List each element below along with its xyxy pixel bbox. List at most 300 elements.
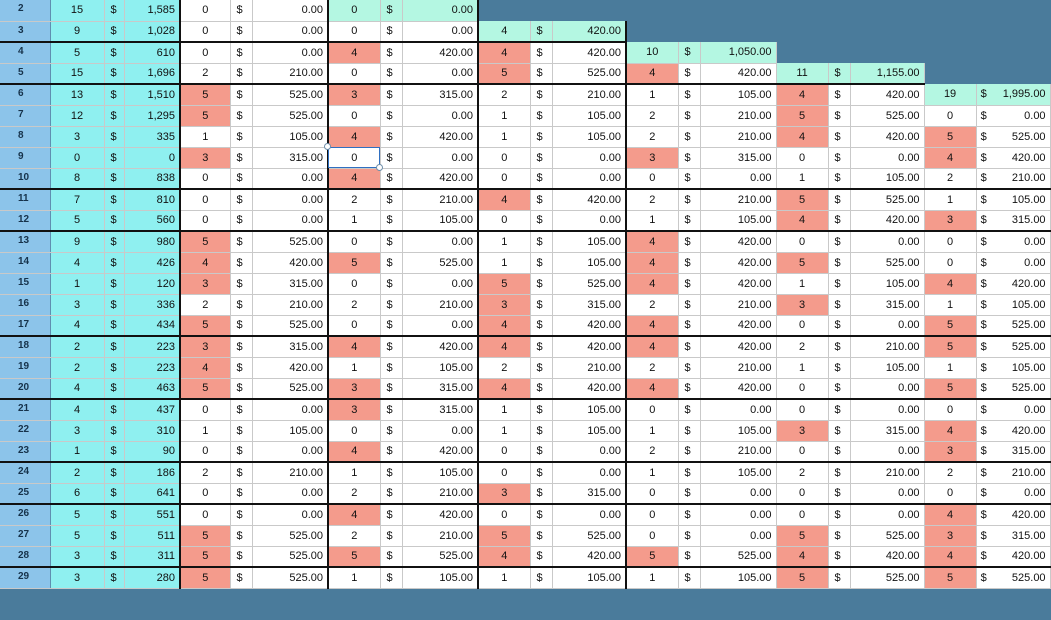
value-cell[interactable]: $ [828,210,850,231]
value-cell[interactable]: $ [678,168,700,189]
value-cell[interactable]: 105.00 [552,420,626,441]
value-cell[interactable]: 0.00 [402,420,478,441]
count-cell[interactable]: 0 [180,21,230,42]
total-cell[interactable]: 1,510 [124,84,180,105]
value-cell[interactable]: $ [380,483,402,504]
value-cell[interactable]: $ [678,315,700,336]
count-cell[interactable]: 0 [180,42,230,63]
value-cell[interactable] [976,252,1050,273]
value-cell[interactable]: $ [678,378,700,399]
value-cell[interactable]: 6 [50,483,104,504]
value-cell[interactable]: 210.00 [402,294,478,315]
count-cell[interactable]: 1 [478,252,530,273]
count-cell[interactable]: 4 [924,504,976,525]
value-cell[interactable]: $ [678,252,700,273]
value-cell[interactable]: 0 [50,147,104,168]
value-cell[interactable]: 420.00 [700,63,776,84]
value-cell[interactable]: $ [678,483,700,504]
value-cell[interactable]: 210.00 [700,105,776,126]
value-cell[interactable]: 525.00 [850,567,924,588]
count-cell[interactable]: 11 [776,63,828,84]
value-cell[interactable]: 210.00 [252,63,328,84]
count-cell[interactable]: 3 [328,378,380,399]
value-cell[interactable] [976,168,1050,189]
value-cell[interactable]: $ [678,336,700,357]
value-cell[interactable]: $ [104,504,124,525]
row-header[interactable]: 28 [0,546,50,567]
value-cell[interactable]: $ [230,63,252,84]
value-cell[interactable]: $ [828,273,850,294]
value-cell[interactable]: $ [230,420,252,441]
count-cell[interactable]: 0 [924,483,976,504]
value-cell[interactable] [976,105,1050,126]
value-cell[interactable]: 420.00 [552,378,626,399]
value-cell[interactable]: 0.00 [700,525,776,546]
count-cell[interactable]: 5 [924,378,976,399]
value-cell[interactable]: 420.00 [700,378,776,399]
value-cell[interactable]: 105.00 [700,462,776,483]
value-cell[interactable]: $ [828,504,850,525]
count-cell[interactable]: 5 [180,546,230,567]
value-cell[interactable]: $ [230,441,252,462]
value-cell[interactable]: $ [230,525,252,546]
value-cell[interactable]: 4 [50,399,104,420]
count-cell[interactable]: 3 [626,147,678,168]
count-cell[interactable]: 4 [626,273,678,294]
value-cell[interactable]: $ [530,546,552,567]
count-cell[interactable]: 1 [776,168,828,189]
value-cell[interactable]: 0.00 [252,21,328,42]
value-cell[interactable]: $ [380,399,402,420]
value-cell[interactable]: $ [380,546,402,567]
value-cell[interactable]: $ [530,378,552,399]
total-cell[interactable]: 186 [124,462,180,483]
value-cell[interactable]: 0.00 [552,441,626,462]
value-cell[interactable]: $ [530,525,552,546]
row-header[interactable]: 23 [0,441,50,462]
value-cell[interactable]: 420.00 [402,441,478,462]
value-cell[interactable]: $ [678,399,700,420]
count-cell[interactable]: 0 [180,168,230,189]
value-cell[interactable] [976,231,1050,252]
value-cell[interactable]: $ [530,567,552,588]
value-cell[interactable]: 420.00 [402,168,478,189]
value-cell[interactable]: 420.00 [402,336,478,357]
value-cell[interactable]: 0.00 [850,147,924,168]
value-cell[interactable]: $ [678,567,700,588]
count-cell[interactable]: 0 [776,147,828,168]
value-cell[interactable]: $ [104,126,124,147]
value-cell[interactable]: 7 [50,189,104,210]
count-cell[interactable]: 0 [776,378,828,399]
value-cell[interactable]: 0.00 [552,504,626,525]
value-cell[interactable]: 105.00 [700,210,776,231]
value-cell[interactable]: $ [230,294,252,315]
count-cell[interactable]: 4 [328,504,380,525]
value-cell[interactable]: $ [104,357,124,378]
value-cell[interactable]: $ [380,189,402,210]
value-cell[interactable]: $ [230,21,252,42]
count-cell[interactable]: 0 [626,399,678,420]
value-cell[interactable]: $ [828,336,850,357]
value-cell[interactable]: 0.00 [552,147,626,168]
value-cell[interactable]: $ [828,378,850,399]
count-cell[interactable]: 2 [626,441,678,462]
count-cell[interactable]: 5 [626,546,678,567]
value-cell[interactable]: 2 [50,462,104,483]
value-cell[interactable]: 105.00 [850,273,924,294]
count-cell[interactable]: 4 [776,84,828,105]
count-cell[interactable]: 0 [478,210,530,231]
value-cell[interactable]: 5 [50,210,104,231]
value-cell[interactable]: $ [828,315,850,336]
count-cell[interactable]: 4 [180,252,230,273]
count-cell[interactable]: 2 [924,462,976,483]
total-cell[interactable]: 610 [124,42,180,63]
count-cell[interactable]: 1 [626,84,678,105]
value-cell[interactable]: $ [380,126,402,147]
count-cell[interactable]: 4 [328,42,380,63]
value-cell[interactable]: $ [104,441,124,462]
value-cell[interactable]: $ [678,105,700,126]
value-cell[interactable]: 105.00 [552,105,626,126]
total-cell[interactable]: 511 [124,525,180,546]
count-cell[interactable]: 1 [478,567,530,588]
value-cell[interactable]: 315.00 [252,273,328,294]
value-cell[interactable]: $ [230,84,252,105]
count-cell[interactable]: 3 [924,210,976,231]
value-cell[interactable]: 0.00 [252,483,328,504]
total-cell[interactable]: 1,585 [124,0,180,21]
value-cell[interactable]: 0.00 [402,273,478,294]
value-cell[interactable]: 0.00 [402,231,478,252]
count-cell[interactable]: 2 [478,84,530,105]
total-cell[interactable]: 1,295 [124,105,180,126]
value-cell[interactable]: $ [230,567,252,588]
value-cell[interactable]: $ [530,231,552,252]
value-cell[interactable]: $ [380,168,402,189]
value-cell[interactable]: $ [530,273,552,294]
value-cell[interactable]: $ [828,189,850,210]
value-cell[interactable]: $ [380,105,402,126]
value-cell[interactable]: 315.00 [252,147,328,168]
count-cell[interactable]: 4 [924,147,976,168]
row-header[interactable]: 15 [0,273,50,294]
value-cell[interactable]: $ [828,168,850,189]
value-cell[interactable]: 0.00 [252,210,328,231]
count-cell[interactable]: 4 [478,546,530,567]
value-cell[interactable]: 105.00 [552,399,626,420]
value-cell[interactable]: $ [828,441,850,462]
value-cell[interactable]: $ [230,315,252,336]
count-cell[interactable]: 1 [478,126,530,147]
value-cell[interactable]: 420.00 [850,84,924,105]
value-cell[interactable]: $ [678,126,700,147]
value-cell[interactable]: $ [678,231,700,252]
count-cell[interactable]: 5 [180,105,230,126]
value-cell[interactable]: 105.00 [402,462,478,483]
value-cell[interactable]: 4 [50,315,104,336]
value-cell[interactable]: $ [104,105,124,126]
value-cell[interactable]: 0.00 [850,504,924,525]
total-cell[interactable]: 335 [124,126,180,147]
value-cell[interactable] [976,273,1050,294]
row-header[interactable]: 9 [0,147,50,168]
value-cell[interactable]: 2 [50,357,104,378]
total-cell[interactable]: 426 [124,252,180,273]
value-cell[interactable]: 0.00 [252,0,328,21]
count-cell[interactable]: 2 [626,126,678,147]
count-cell[interactable]: 5 [328,252,380,273]
count-cell[interactable]: 0 [776,399,828,420]
row-header[interactable]: 2 [0,0,50,21]
count-cell[interactable]: 1 [626,210,678,231]
count-cell[interactable]: 1 [328,357,380,378]
value-cell[interactable]: $ [530,357,552,378]
count-cell[interactable]: 5 [776,525,828,546]
value-cell[interactable]: $ [530,21,552,42]
total-cell[interactable]: 980 [124,231,180,252]
value-cell[interactable]: 105.00 [850,168,924,189]
value-cell[interactable]: $ [530,336,552,357]
count-cell[interactable]: 0 [924,252,976,273]
selection-handle-bottom[interactable] [376,164,383,171]
value-cell[interactable]: 315.00 [402,378,478,399]
value-cell[interactable]: $ [380,504,402,525]
value-cell[interactable]: $ [678,546,700,567]
value-cell[interactable]: 0.00 [252,441,328,462]
count-cell[interactable]: 1 [328,567,380,588]
value-cell[interactable]: 105.00 [552,231,626,252]
count-cell[interactable]: 4 [924,546,976,567]
value-cell[interactable]: 525.00 [850,105,924,126]
count-cell[interactable]: 4 [626,315,678,336]
row-header[interactable]: 22 [0,420,50,441]
value-cell[interactable]: 5 [50,504,104,525]
value-cell[interactable]: 0.00 [252,42,328,63]
value-cell[interactable]: $ [678,84,700,105]
value-cell[interactable]: 210.00 [402,483,478,504]
value-cell[interactable]: $ [828,63,850,84]
count-cell[interactable]: 4 [626,336,678,357]
value-cell[interactable]: $ [104,84,124,105]
value-cell[interactable]: 105.00 [402,210,478,231]
value-cell[interactable]: $ [678,294,700,315]
value-cell[interactable]: $ [678,504,700,525]
value-cell[interactable]: 4 [50,378,104,399]
count-cell[interactable]: 3 [180,273,230,294]
value-cell[interactable]: 525.00 [252,378,328,399]
count-cell[interactable]: 0 [776,231,828,252]
count-cell[interactable]: 0 [180,210,230,231]
value-cell[interactable]: 420.00 [700,252,776,273]
value-cell[interactable]: $ [380,441,402,462]
count-cell[interactable]: 0 [328,273,380,294]
value-cell[interactable]: 0.00 [552,462,626,483]
value-cell[interactable]: 525.00 [252,231,328,252]
value-cell[interactable]: $ [380,294,402,315]
value-cell[interactable]: 5 [50,525,104,546]
count-cell[interactable]: 0 [924,105,976,126]
value-cell[interactable]: $ [678,273,700,294]
value-cell[interactable]: $ [104,168,124,189]
row-header[interactable]: 10 [0,168,50,189]
total-cell[interactable]: 90 [124,441,180,462]
total-cell[interactable]: 120 [124,273,180,294]
row-header[interactable]: 29 [0,567,50,588]
value-cell[interactable]: $ [104,378,124,399]
count-cell[interactable]: 1 [924,189,976,210]
count-cell[interactable]: 10 [626,42,678,63]
value-cell[interactable]: $ [678,42,700,63]
value-cell[interactable]: $ [530,126,552,147]
value-cell[interactable]: 525.00 [850,525,924,546]
count-cell[interactable]: 5 [180,84,230,105]
value-cell[interactable]: 1 [50,273,104,294]
value-cell[interactable]: $ [530,315,552,336]
value-cell[interactable]: $ [230,147,252,168]
value-cell[interactable]: 210.00 [402,525,478,546]
value-cell[interactable]: 9 [50,231,104,252]
row-header[interactable]: 19 [0,357,50,378]
value-cell[interactable]: $ [530,252,552,273]
count-cell[interactable]: 3 [180,336,230,357]
count-cell[interactable]: 4 [626,378,678,399]
value-cell[interactable]: $ [530,420,552,441]
value-cell[interactable]: $ [230,336,252,357]
count-cell[interactable]: 0 [776,504,828,525]
count-cell[interactable]: 4 [776,546,828,567]
count-cell[interactable]: 5 [776,189,828,210]
value-cell[interactable]: 525.00 [252,567,328,588]
value-cell[interactable]: 0.00 [252,168,328,189]
value-cell[interactable]: 15 [50,0,104,21]
value-cell[interactable]: 420.00 [402,504,478,525]
value-cell[interactable]: $ [104,420,124,441]
value-cell[interactable]: $ [230,462,252,483]
count-cell[interactable]: 5 [180,525,230,546]
value-cell[interactable]: $ [530,399,552,420]
count-cell[interactable]: 4 [328,336,380,357]
count-cell[interactable]: 4 [328,441,380,462]
value-cell[interactable]: 210.00 [700,357,776,378]
value-cell[interactable]: $ [380,273,402,294]
count-cell[interactable]: 0 [328,315,380,336]
count-cell[interactable]: 3 [776,294,828,315]
value-cell[interactable]: $ [530,189,552,210]
value-cell[interactable]: 525.00 [252,546,328,567]
value-cell[interactable]: 3 [50,294,104,315]
value-cell[interactable]: $ [828,84,850,105]
value-cell[interactable]: 12 [50,105,104,126]
count-cell[interactable]: 1 [626,462,678,483]
value-cell[interactable]: 105.00 [700,84,776,105]
value-cell[interactable]: $ [380,147,402,168]
value-cell[interactable]: $ [380,231,402,252]
value-cell[interactable]: 105.00 [552,567,626,588]
value-cell[interactable]: 0.00 [402,63,478,84]
value-cell[interactable]: $ [530,84,552,105]
value-cell[interactable] [976,210,1050,231]
value-cell[interactable]: $ [104,567,124,588]
count-cell[interactable]: 4 [328,126,380,147]
value-cell[interactable]: 420.00 [552,42,626,63]
value-cell[interactable]: 420.00 [552,315,626,336]
value-cell[interactable]: $ [230,357,252,378]
count-cell[interactable]: 3 [478,483,530,504]
value-cell[interactable]: 105.00 [552,126,626,147]
value-cell[interactable]: $ [530,504,552,525]
value-cell[interactable]: 3 [50,126,104,147]
row-header[interactable]: 16 [0,294,50,315]
count-cell[interactable]: 0 [180,399,230,420]
value-cell[interactable]: $ [678,525,700,546]
count-cell[interactable]: 2 [180,63,230,84]
value-cell[interactable]: 0.00 [850,315,924,336]
value-cell[interactable]: 210.00 [252,462,328,483]
count-cell[interactable]: 0 [328,21,380,42]
value-cell[interactable]: $ [530,63,552,84]
value-cell[interactable]: $ [104,525,124,546]
value-cell[interactable]: 0.00 [700,399,776,420]
count-cell[interactable]: 4 [924,420,976,441]
value-cell[interactable]: 315.00 [552,294,626,315]
row-header[interactable]: 13 [0,231,50,252]
value-cell[interactable]: 315.00 [850,420,924,441]
value-cell[interactable]: 525.00 [850,252,924,273]
value-cell[interactable]: $ [828,483,850,504]
value-cell[interactable]: 315.00 [850,294,924,315]
value-cell[interactable]: 525.00 [552,525,626,546]
total-cell[interactable]: 223 [124,336,180,357]
value-cell[interactable]: 525.00 [252,84,328,105]
count-cell[interactable]: 2 [328,294,380,315]
count-cell[interactable]: 5 [478,63,530,84]
value-cell[interactable]: 420.00 [552,189,626,210]
value-cell[interactable]: 0.00 [700,168,776,189]
count-cell[interactable]: 1 [776,357,828,378]
value-cell[interactable]: $ [530,105,552,126]
value-cell[interactable]: 525.00 [252,315,328,336]
value-cell[interactable]: $ [104,252,124,273]
row-header[interactable]: 20 [0,378,50,399]
value-cell[interactable]: 2 [50,336,104,357]
value-cell[interactable]: $ [380,378,402,399]
count-cell[interactable]: 0 [626,483,678,504]
value-cell[interactable]: 315.00 [252,336,328,357]
row-header[interactable]: 21 [0,399,50,420]
value-cell[interactable]: 5 [50,42,104,63]
row-header[interactable]: 11 [0,189,50,210]
total-cell[interactable]: 641 [124,483,180,504]
total-cell[interactable]: 810 [124,189,180,210]
count-cell[interactable]: 0 [180,441,230,462]
count-cell[interactable]: 2 [180,462,230,483]
value-cell[interactable]: $ [530,210,552,231]
value-cell[interactable]: $ [104,210,124,231]
count-cell[interactable]: 1 [478,420,530,441]
value-cell[interactable]: 0.00 [252,504,328,525]
count-cell[interactable]: 5 [924,126,976,147]
value-cell[interactable]: 420.00 [700,336,776,357]
value-cell[interactable]: 525.00 [552,63,626,84]
value-cell[interactable]: 0.00 [700,483,776,504]
selection-handle-top[interactable] [324,143,331,150]
value-cell[interactable]: $ [678,210,700,231]
value-cell[interactable] [976,378,1050,399]
count-cell[interactable]: 5 [328,546,380,567]
value-cell[interactable]: 0.00 [850,231,924,252]
